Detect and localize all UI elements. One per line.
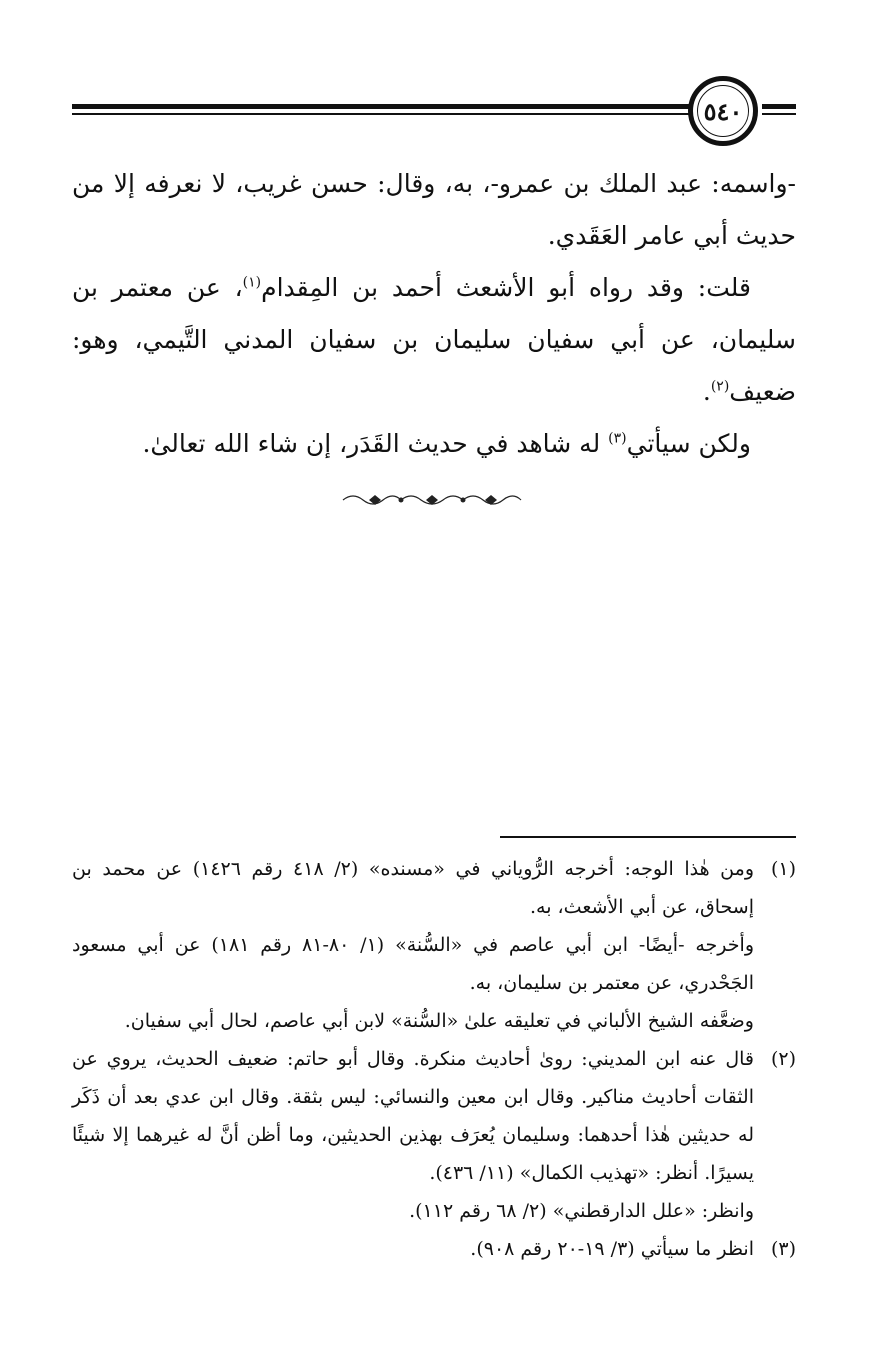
footnote-line: وضعَّفه الشيخ الألباني في تعليقه علىٰ «السُّنة» لابن أبي عاصم، لحال أبي سفيان. — [124, 1010, 754, 1032]
header-rule-right-thick — [762, 104, 796, 109]
footnote-ref-2: (٢) — [710, 378, 730, 395]
footnote-ref-3: (٣) — [608, 430, 627, 447]
page-number-badge — [688, 76, 758, 146]
page-header — [72, 68, 796, 158]
footnote-line: وأخرجه -أيضًا- ابن أبي عاصم في «السُّنة» (١/ ٨٠-٨١ رقم ١٨١) عن أبي مسعود الجَحْدري، عن معتمر بن سليمان، به. — [72, 934, 754, 994]
footnotes — [72, 850, 796, 1268]
footnote-line: انظر ما سيأتي (٣/ ١٩-٢٠ رقم ٩٠٨). — [470, 1238, 754, 1260]
footnote-line: وانظر: «علل الدارقطني» (٢/ ٦٨ رقم ١١٢). — [409, 1200, 754, 1222]
paragraph-3: ولكن سيأتي$^{(٣)}$ له شاهد في حديث القَدَر، إن شاء الله تعالىٰ. — [142, 429, 751, 458]
section-ornament-icon — [339, 488, 525, 512]
header-rule-right-thin — [762, 113, 796, 115]
paragraph-2: قلت: وقد رواه أبو الأشعث أحمد بن المِقدام$^{(١)}$، عن معتمر بن سليمان، عن أبي سفيان سليمان بن سفيان المدني التَّيمي، وهو: ضعيف$^{(٢)}$. — [72, 273, 796, 406]
page-number: ٥٤٠ — [703, 96, 743, 126]
footnote-line: ومن هٰذا الوجه: أخرجه الرُّوياني في «مسنده» (٢/ ٤١٨ رقم ١٤٢٦) عن محمد بن إسحاق، عن أبي الأشعث، به. — [72, 858, 755, 918]
header-rule-thin — [72, 113, 690, 115]
footnote-2 — [72, 1040, 796, 1230]
footnote-number: (١) — [770, 858, 796, 880]
header-rule-thick — [72, 104, 690, 109]
footnote-1 — [72, 850, 796, 1040]
footnote-line: قال عنه ابن المديني: روىٰ أحاديث منكرة. وقال أبو حاتم: ضعيف الحديث، يروي عن الثقات أحاديث مناكير. وقال ابن معين والنسائي: ليس بثقة. وقال ابن عدي بعد أن ذَكَر له حديثين هٰذا أحدهما: وسليمان يُعرَف بهذين الحديثين، وما أظن أنَّ له غيرهما إلا شيئًا يسيرًا. أنظر: «تهذيب الكمال» (١١/ ٤٣٦). — [72, 1048, 754, 1184]
footnote-number: (٢) — [770, 1048, 796, 1070]
paragraph-1: -واسمه: عبد الملك بن عمرو-، به، وقال: حسن غريب، لا نعرفه إلا من حديث أبي عامر العَقَدي. — [72, 169, 796, 250]
footnote-ref-1: (١) — [242, 274, 262, 291]
main-text — [72, 158, 796, 470]
footnote-number: (٣) — [770, 1238, 796, 1260]
footnote-separator — [500, 836, 796, 838]
footnote-3 — [72, 1230, 796, 1268]
